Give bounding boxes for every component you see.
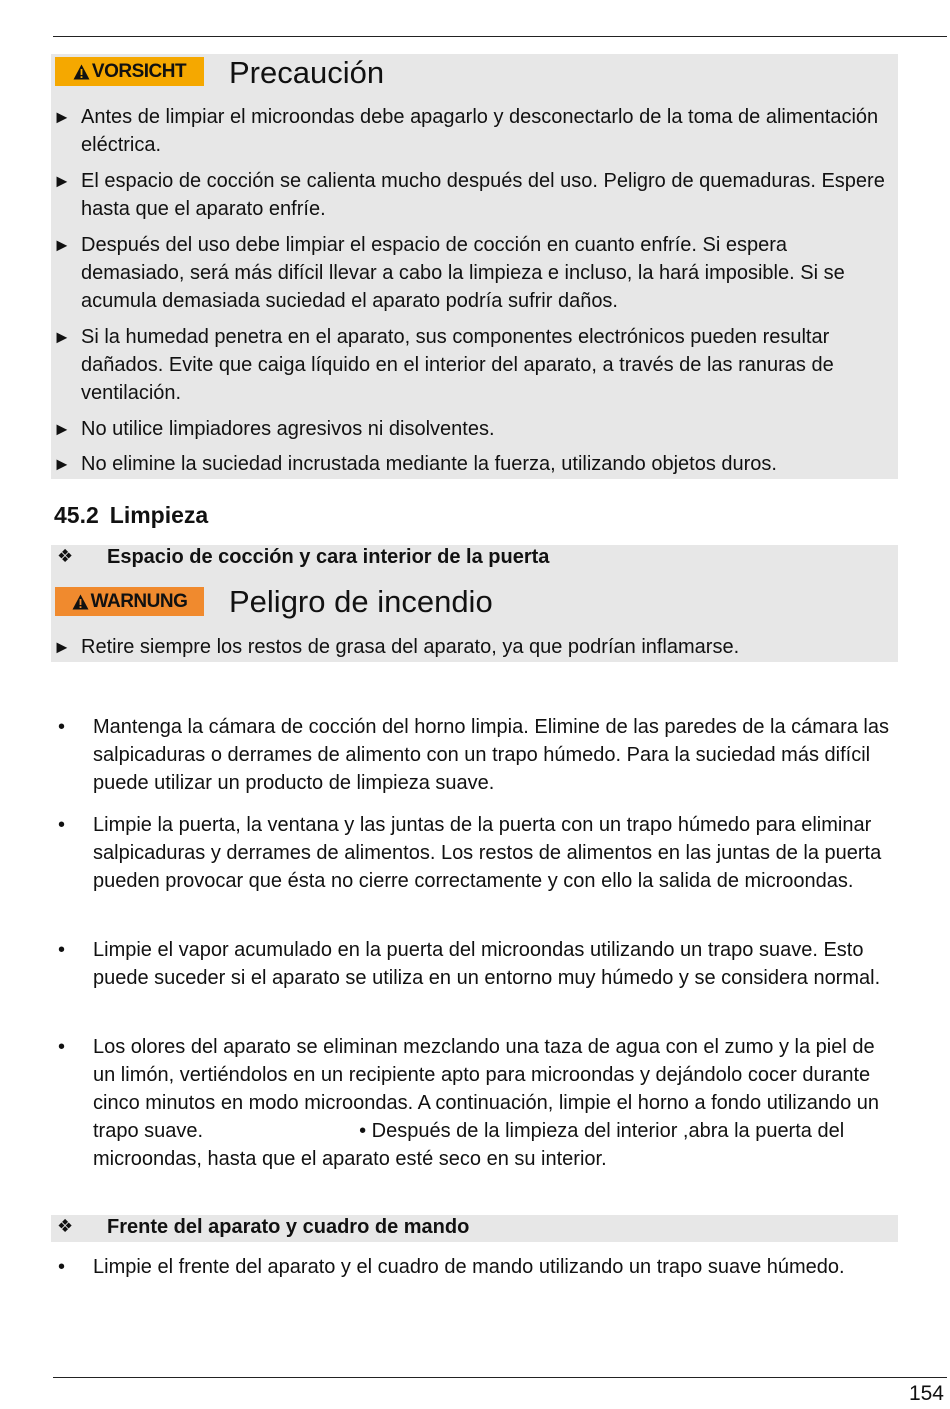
arrow-icon: ►: [53, 419, 71, 439]
list-item: [58, 1033, 894, 1173]
caution-badge: [55, 57, 204, 86]
diamond-icon: ❖: [57, 1216, 74, 1236]
subheading-label: Frente del aparato y cuadro de mando: [107, 1216, 470, 1238]
caution-item: ► Después del uso debe limpiar el espacio de cocción en cuanto enfríe. Si espera demasiado, será más difícil llevar a cabo la limpieza e incluso, la hará imposible. Si se acumula demasiada suciedad el aparato podría sufrir daños.: [53, 231, 893, 315]
bottom-rule: [53, 1377, 947, 1378]
arrow-icon: ►: [53, 454, 71, 474]
bullet-icon: •: [58, 939, 66, 961]
bullet-icon: •: [58, 1036, 66, 1058]
arrow-icon: ►: [53, 107, 71, 127]
caution-item: ► El espacio de cocción se calienta mucho después del uso. Peligro de quemaduras. Espere hasta que el aparato enfríe.: [53, 167, 893, 223]
bullet-icon: •: [58, 814, 66, 836]
warning-triangle-icon: [72, 594, 89, 610]
warning-triangle-icon: [73, 64, 90, 80]
section-number: 45.2: [54, 502, 99, 528]
fire-warning-item: ► Retire siempre los restos de grasa del aparato, ya que podrían inflamarse.: [53, 633, 893, 661]
section-title: Limpieza: [109, 502, 209, 528]
diamond-icon: ❖: [57, 546, 74, 566]
caution-item: ► No utilice limpiadores agresivos ni disolventes.: [53, 415, 893, 443]
bullet-text-part1: Los olores del aparato se eliminan mezclando una taza de agua con el zumo y la piel de un limón, vertiéndolos en un recipiente apto para microondas y dejándolo cocer durante cinco minutos en modo microondas. A continuación, limpie el horno a fondo utilizando un trapo suave.: [93, 1036, 880, 1142]
arrow-icon: ►: [53, 171, 71, 191]
bullet-icon: •: [359, 1120, 367, 1142]
caution-title: Precaución: [229, 55, 385, 90]
fire-warning-title: Peligro de incendio: [229, 584, 493, 619]
arrow-icon: ►: [53, 327, 71, 347]
bullet-icon: •: [58, 716, 66, 738]
arrow-icon: ►: [53, 637, 71, 657]
top-rule: [53, 36, 947, 37]
fire-warning-panel: [51, 545, 898, 662]
subheading-oven-interior: [51, 545, 898, 572]
list-item: • Limpie el vapor acumulado en la puerta del microondas utilizando un trapo suave. Esto puede suceder si el aparato se utiliza en un entorno muy húmedo y se considera normal.: [58, 936, 894, 992]
caution-item: ► No elimine la suciedad incrustada mediante la fuerza, utilizando objetos duros.: [53, 450, 893, 478]
bullet-text-part2: Después de la limpieza del interior ,abra la puerta del microondas, hasta que el aparato esté seco en su interior.: [93, 1120, 845, 1170]
warning-badge: [55, 587, 204, 616]
caution-panel: [51, 54, 898, 479]
caution-badge-label: VORSICHT: [91, 60, 187, 82]
list-item: • Limpie la puerta, la ventana y las juntas de la puerta con un trapo húmedo para eliminar salpicaduras y derrames de alimentos. Los restos de alimentos en las juntas de la puerta pueden provocar que ésta no cierre correctamente y con ello la salida de microondas.: [58, 811, 894, 895]
bullet-icon: •: [58, 1256, 66, 1278]
list-item: • Limpie el frente del aparato y el cuadro de mando utilizando un trapo suave húmedo.: [58, 1253, 894, 1281]
list-item: • Mantenga la cámara de cocción del horno limpia. Elimine de las paredes de la cámara las salpicaduras o derrames de alimento con un trapo húmedo. Para la suciedad más difícil puede utilizar un producto de limpieza suave.: [58, 713, 894, 797]
caution-item: ► Si la humedad penetra en el aparato, sus componentes electrónicos pueden resultar dañados. Evite que caiga líquido en el interior del aparato, a través de las ranuras de ventilación.: [53, 323, 893, 407]
warning-badge-label: WARNUNG: [90, 590, 188, 612]
arrow-icon: ►: [53, 235, 71, 255]
subheading-front-panel: [51, 1215, 898, 1242]
subheading-label: Espacio de cocción y cara interior de la puerta: [107, 546, 550, 568]
caution-item: ► Antes de limpiar el microondas debe apagarlo y desconectarlo de la toma de alimentación eléctrica.: [53, 103, 893, 159]
section-heading: [54, 502, 208, 529]
page-number: 154: [908, 1382, 944, 1405]
